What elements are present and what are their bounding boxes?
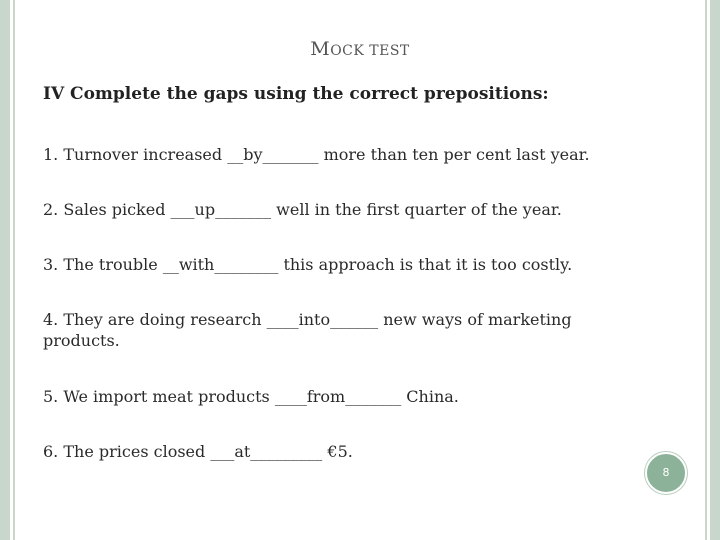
exercise-item-5: 5. We import meat products ____from_______ China. [43,387,459,406]
exercise-item-4: 4. They are doing research ____into______ new ways of marketing products. [43,310,572,350]
exercise-item-2: 2. Sales picked ___up_______ well in the first quarter of the year. [43,200,562,219]
left-border-line [13,0,15,540]
slide-title-rest: OCK TEST [330,43,410,59]
slide-title-initial: M [310,38,331,60]
exercise-item-3: 3. The trouble __with________ this approach is that it is too costly. [43,255,573,274]
right-border-bar [710,0,720,540]
exercise-item-1: 1. Turnover increased __by_______ more than ten per cent last year. [43,145,590,164]
left-border-bar [0,0,10,540]
right-border-line [705,0,707,540]
slide-title [0,38,720,60]
exercise-item-6: 6. The prices closed ___at_________ €5. [43,442,353,461]
exercise-heading: IV Complete the gaps using the correct prepositions: [43,84,549,104]
page-number-badge: 8 [645,452,687,494]
